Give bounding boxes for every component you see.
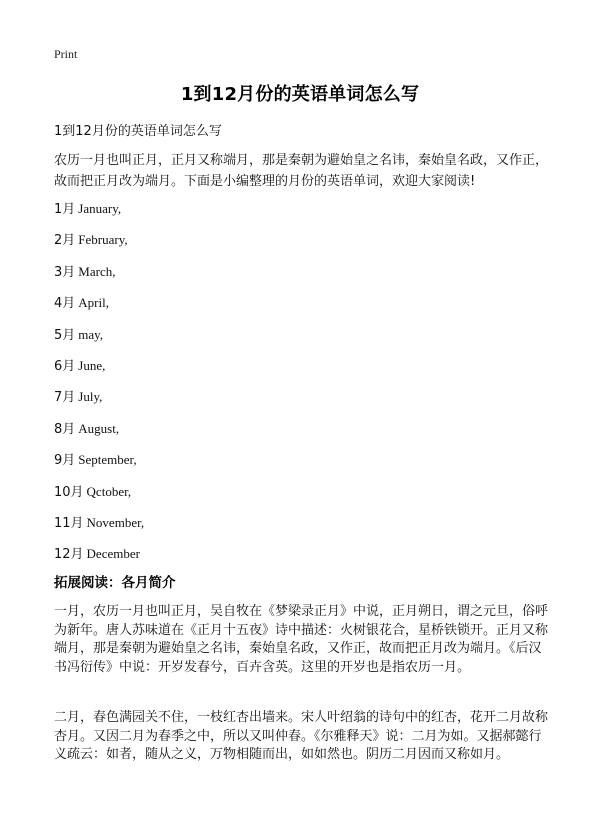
paragraph-february: 二月，春色满园关不住，一枝红杏出墙来。宋人叶绍翁的诗句中的红杏，花开二月故称杏月。又因二月为春季之中，所以又叫仲春。《尔雅释天》说：二月为如。又据郝懿行义疏云：如者，随从之义，万物相随而出，如如然也。阴历二月因而又称如月。 — [54, 710, 549, 763]
intro-paragraph: 农历一月也叫正月，正月又称端月，那是秦朝为避始皇之名讳，秦始皇名政，又作正，故而把正月改为端月。下面是小编整理的月份的英语单词，欢迎大家阅读! — [54, 153, 549, 189]
month-item — [54, 387, 144, 418]
month-number: 2月 — [54, 233, 76, 249]
month-item — [54, 482, 144, 513]
month-number: 6月 — [54, 358, 76, 374]
month-number: 10月 — [54, 484, 84, 500]
month-item — [54, 419, 144, 450]
month-english: January, — [78, 201, 122, 216]
month-number: 5月 — [54, 327, 76, 343]
month-english: April, — [78, 295, 109, 311]
month-english: March, — [78, 263, 116, 279]
month-number: 12月 — [54, 547, 84, 563]
section-heading: 拓展阅读：各月简介 — [54, 575, 176, 591]
month-item — [54, 262, 144, 293]
page-title: 1到12月份的英语单词怎么写 — [180, 84, 420, 105]
month-english: may, — [78, 326, 104, 342]
month-number: 7月 — [54, 390, 76, 406]
month-item — [54, 325, 144, 356]
month-item — [54, 199, 144, 230]
month-english: June, — [78, 357, 106, 373]
month-english: July, — [78, 389, 103, 405]
month-number: 8月 — [54, 421, 76, 437]
month-number: 1月 — [54, 202, 76, 217]
month-english: February, — [78, 232, 128, 248]
month-number: 4月 — [54, 296, 76, 312]
month-english: September, — [78, 452, 137, 468]
month-english: December — [86, 546, 140, 562]
month-english: August, — [78, 420, 120, 436]
month-item — [54, 450, 144, 481]
month-item — [54, 356, 144, 387]
month-number: 11月 — [54, 515, 84, 531]
month-list — [54, 199, 144, 576]
month-english: November, — [86, 514, 145, 530]
month-number: 3月 — [54, 264, 76, 280]
paragraph-january: 一月，农历一月也叫正月，吴自牧在《梦梁录正月》中说，正月朔日，谓之元旦，俗呼为新年。唐人苏味道在《正月十五夜》诗中描述：火树银花合，星桥铁锁开。正月又称端月，那是秦朝为避始皇之名讳，秦始皇名政，又作正，故而把正月改为端月。《后汉书冯衍传》中说：开岁发春兮，百卉含英。这里的开岁也是指农历一月。 — [54, 604, 549, 675]
month-number: 9月 — [54, 453, 76, 469]
print-label: Print — [54, 47, 78, 61]
month-item — [54, 513, 144, 544]
article-subtitle: 1到12月份的英语单词怎么写 — [54, 124, 222, 139]
month-item — [54, 230, 144, 261]
month-english: Qctober, — [86, 483, 132, 499]
month-item — [54, 293, 144, 324]
